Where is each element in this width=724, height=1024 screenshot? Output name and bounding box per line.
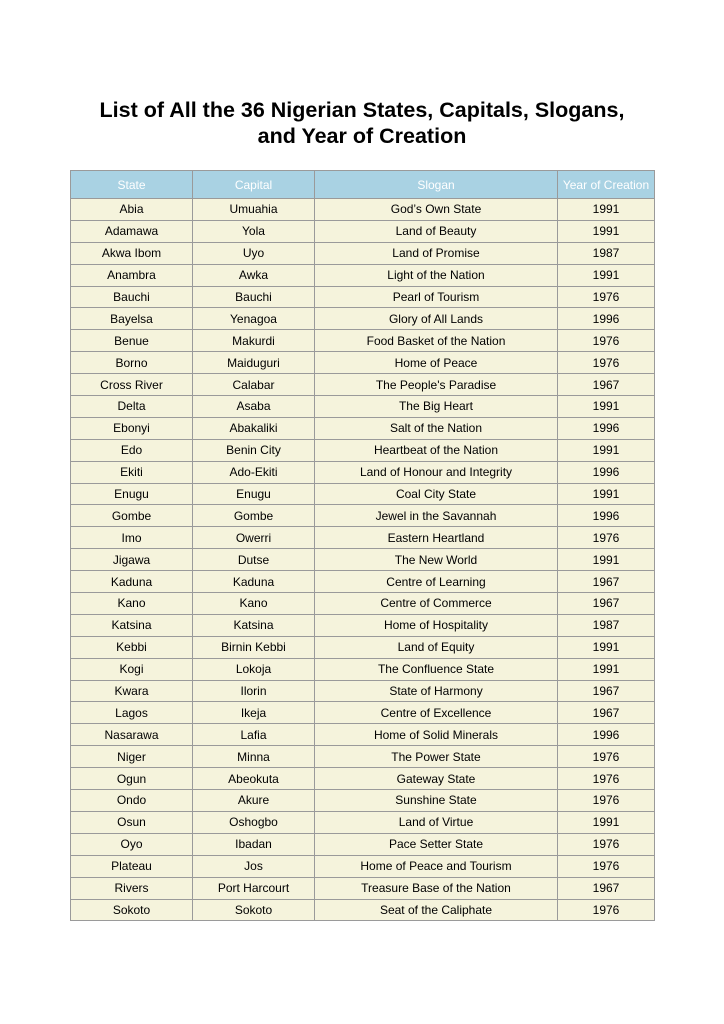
capital-cell: Makurdi <box>193 330 315 352</box>
state-cell: Bauchi <box>71 286 193 308</box>
table-row <box>71 330 655 352</box>
state-cell: Imo <box>71 527 193 549</box>
slogan-cell: Land of Promise <box>315 242 558 264</box>
slogan-cell: Light of the Nation <box>315 264 558 286</box>
page-title-line-1: List of All the 36 Nigerian States, Capitals, Slogans, <box>99 98 625 122</box>
year-cell: 1987 <box>558 614 655 636</box>
capital-cell: Abakaliki <box>193 417 315 439</box>
state-cell: Jigawa <box>71 549 193 571</box>
capital-cell: Uyo <box>193 242 315 264</box>
year-cell: 1996 <box>558 417 655 439</box>
capital-cell: Owerri <box>193 527 315 549</box>
state-cell: Ekiti <box>71 461 193 483</box>
slogan-cell: Pace Setter State <box>315 833 558 855</box>
year-cell: 1991 <box>558 396 655 418</box>
state-cell: Borno <box>71 352 193 374</box>
year-cell: 1991 <box>558 636 655 658</box>
state-cell: Adamawa <box>71 220 193 242</box>
year-cell: 1991 <box>558 658 655 680</box>
capital-cell: Katsina <box>193 614 315 636</box>
capital-cell: Ikeja <box>193 702 315 724</box>
table-row <box>71 461 655 483</box>
capital-cell: Birnin Kebbi <box>193 636 315 658</box>
table-row <box>71 790 655 812</box>
column-header-state: State <box>71 171 193 199</box>
slogan-cell: Jewel in the Savannah <box>315 505 558 527</box>
year-cell: 1991 <box>558 220 655 242</box>
capital-cell: Lokoja <box>193 658 315 680</box>
state-cell: Lagos <box>71 702 193 724</box>
table-row <box>71 614 655 636</box>
table-row <box>71 724 655 746</box>
capital-cell: Calabar <box>193 374 315 396</box>
state-cell: Enugu <box>71 483 193 505</box>
slogan-cell: Glory of All Lands <box>315 308 558 330</box>
table-row <box>71 833 655 855</box>
page-title-line-2: and Year of Creation <box>257 124 467 148</box>
capital-cell: Yenagoa <box>193 308 315 330</box>
capital-cell: Minna <box>193 746 315 768</box>
slogan-cell: Coal City State <box>315 483 558 505</box>
year-cell: 1996 <box>558 461 655 483</box>
state-cell: Ondo <box>71 790 193 812</box>
table-row <box>71 811 655 833</box>
table-row <box>71 308 655 330</box>
capital-cell: Sokoto <box>193 899 315 921</box>
table-row <box>71 658 655 680</box>
table-row <box>71 549 655 571</box>
year-cell: 1967 <box>558 680 655 702</box>
state-cell: Sokoto <box>71 899 193 921</box>
state-cell: Kano <box>71 593 193 615</box>
state-cell: Rivers <box>71 877 193 899</box>
table-row <box>71 396 655 418</box>
slogan-cell: Home of Solid Minerals <box>315 724 558 746</box>
table-row <box>71 483 655 505</box>
year-cell: 1976 <box>558 330 655 352</box>
table-row <box>71 352 655 374</box>
page-title <box>60 97 664 149</box>
table-row <box>71 527 655 549</box>
slogan-cell: Salt of the Nation <box>315 417 558 439</box>
table-row <box>71 877 655 899</box>
state-cell: Kwara <box>71 680 193 702</box>
column-header-year-of-creation: Year of Creation <box>558 171 655 199</box>
table-row <box>71 417 655 439</box>
slogan-cell: Land of Honour and Integrity <box>315 461 558 483</box>
capital-cell: Port Harcourt <box>193 877 315 899</box>
table-row <box>71 374 655 396</box>
slogan-cell: Centre of Excellence <box>315 702 558 724</box>
year-cell: 1976 <box>558 286 655 308</box>
slogan-cell: Pearl of Tourism <box>315 286 558 308</box>
slogan-cell: Eastern Heartland <box>315 527 558 549</box>
slogan-cell: Home of Peace and Tourism <box>315 855 558 877</box>
year-cell: 1976 <box>558 746 655 768</box>
table-row <box>71 505 655 527</box>
capital-cell: Ilorin <box>193 680 315 702</box>
year-cell: 1976 <box>558 527 655 549</box>
capital-cell: Dutse <box>193 549 315 571</box>
state-cell: Kaduna <box>71 571 193 593</box>
state-cell: Delta <box>71 396 193 418</box>
slogan-cell: Food Basket of the Nation <box>315 330 558 352</box>
capital-cell: Yola <box>193 220 315 242</box>
state-cell: Kogi <box>71 658 193 680</box>
state-cell: Oyo <box>71 833 193 855</box>
slogan-cell: Heartbeat of the Nation <box>315 439 558 461</box>
capital-cell: Gombe <box>193 505 315 527</box>
capital-cell: Enugu <box>193 483 315 505</box>
slogan-cell: The Big Heart <box>315 396 558 418</box>
slogan-cell: Sunshine State <box>315 790 558 812</box>
states-table <box>70 170 655 921</box>
table-row <box>71 680 655 702</box>
year-cell: 1976 <box>558 899 655 921</box>
state-cell: Osun <box>71 811 193 833</box>
slogan-cell: Seat of the Caliphate <box>315 899 558 921</box>
table-row <box>71 593 655 615</box>
capital-cell: Akure <box>193 790 315 812</box>
year-cell: 1991 <box>558 264 655 286</box>
year-cell: 1987 <box>558 242 655 264</box>
slogan-cell: State of Harmony <box>315 680 558 702</box>
table-body <box>71 199 655 921</box>
slogan-cell: The New World <box>315 549 558 571</box>
year-cell: 1967 <box>558 374 655 396</box>
slogan-cell: Land of Beauty <box>315 220 558 242</box>
slogan-cell: Land of Equity <box>315 636 558 658</box>
state-cell: Ebonyi <box>71 417 193 439</box>
capital-cell: Jos <box>193 855 315 877</box>
table-row <box>71 264 655 286</box>
state-cell: Bayelsa <box>71 308 193 330</box>
capital-cell: Oshogbo <box>193 811 315 833</box>
year-cell: 1967 <box>558 571 655 593</box>
state-cell: Niger <box>71 746 193 768</box>
year-cell: 1967 <box>558 877 655 899</box>
state-cell: Plateau <box>71 855 193 877</box>
table-header <box>71 171 655 199</box>
year-cell: 1976 <box>558 790 655 812</box>
capital-cell: Ibadan <box>193 833 315 855</box>
table-row <box>71 199 655 221</box>
slogan-cell: The Confluence State <box>315 658 558 680</box>
slogan-cell: Gateway State <box>315 768 558 790</box>
table-row <box>71 768 655 790</box>
capital-cell: Kaduna <box>193 571 315 593</box>
capital-cell: Lafia <box>193 724 315 746</box>
table-row <box>71 439 655 461</box>
slogan-cell: Centre of Learning <box>315 571 558 593</box>
slogan-cell: God’s Own State <box>315 199 558 221</box>
state-cell: Edo <box>71 439 193 461</box>
slogan-cell: Centre of Commerce <box>315 593 558 615</box>
year-cell: 1996 <box>558 724 655 746</box>
state-cell: Ogun <box>71 768 193 790</box>
state-cell: Nasarawa <box>71 724 193 746</box>
capital-cell: Ado-Ekiti <box>193 461 315 483</box>
year-cell: 1991 <box>558 439 655 461</box>
year-cell: 1976 <box>558 855 655 877</box>
year-cell: 1991 <box>558 483 655 505</box>
table-row <box>71 242 655 264</box>
year-cell: 1976 <box>558 833 655 855</box>
year-cell: 1976 <box>558 352 655 374</box>
year-cell: 1991 <box>558 811 655 833</box>
year-cell: 1996 <box>558 308 655 330</box>
state-cell: Abia <box>71 199 193 221</box>
slogan-cell: Treasure Base of the Nation <box>315 877 558 899</box>
capital-cell: Umuahia <box>193 199 315 221</box>
table-header-row <box>71 171 655 199</box>
table-row <box>71 571 655 593</box>
slogan-cell: The Power State <box>315 746 558 768</box>
capital-cell: Abeokuta <box>193 768 315 790</box>
slogan-cell: The People's Paradise <box>315 374 558 396</box>
state-cell: Anambra <box>71 264 193 286</box>
year-cell: 1967 <box>558 593 655 615</box>
table-row <box>71 636 655 658</box>
slogan-cell: Home of Peace <box>315 352 558 374</box>
column-header-capital: Capital <box>193 171 315 199</box>
capital-cell: Kano <box>193 593 315 615</box>
state-cell: Akwa Ibom <box>71 242 193 264</box>
column-header-slogan: Slogan <box>315 171 558 199</box>
capital-cell: Awka <box>193 264 315 286</box>
year-cell: 1996 <box>558 505 655 527</box>
table-row <box>71 286 655 308</box>
state-cell: Katsina <box>71 614 193 636</box>
year-cell: 1967 <box>558 702 655 724</box>
table-row <box>71 746 655 768</box>
capital-cell: Asaba <box>193 396 315 418</box>
state-cell: Kebbi <box>71 636 193 658</box>
state-cell: Gombe <box>71 505 193 527</box>
year-cell: 1976 <box>558 768 655 790</box>
capital-cell: Bauchi <box>193 286 315 308</box>
state-cell: Cross River <box>71 374 193 396</box>
slogan-cell: Home of Hospitality <box>315 614 558 636</box>
table-row <box>71 899 655 921</box>
table-row <box>71 702 655 724</box>
capital-cell: Benin City <box>193 439 315 461</box>
table-row <box>71 220 655 242</box>
year-cell: 1991 <box>558 549 655 571</box>
table-row <box>71 855 655 877</box>
year-cell: 1991 <box>558 199 655 221</box>
state-cell: Benue <box>71 330 193 352</box>
slogan-cell: Land of Virtue <box>315 811 558 833</box>
capital-cell: Maiduguri <box>193 352 315 374</box>
